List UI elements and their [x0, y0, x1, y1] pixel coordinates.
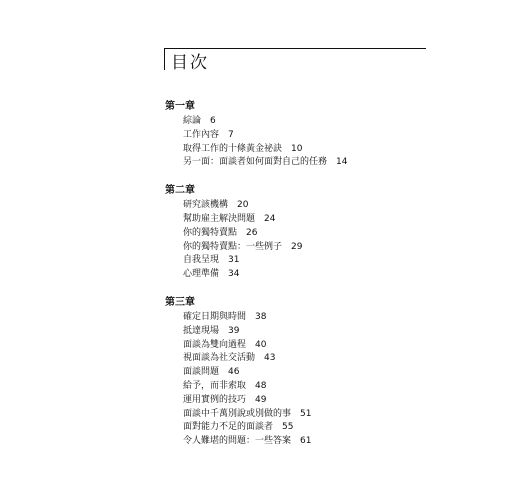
entry-page-number: 39: [228, 325, 240, 336]
entry-list: [165, 311, 465, 449]
chapter-section: [165, 184, 465, 282]
entry-title: 你的獨特賣點: [183, 227, 238, 238]
chapter-section: [165, 100, 465, 170]
toc-entry: [183, 339, 465, 353]
toc-entry: [183, 268, 465, 282]
entry-title: 工作內容: [183, 129, 220, 140]
entry-page-number: 55: [282, 422, 294, 433]
header-rule-tick: [164, 48, 165, 70]
toc-entry: [183, 254, 465, 268]
toc-entry: [183, 408, 465, 422]
toc-entry: [183, 156, 465, 170]
entry-page-number: 40: [255, 339, 267, 350]
entry-page-number: 51: [300, 408, 312, 419]
entry-title: 面對能力不足的面談者: [183, 422, 274, 433]
entry-page-number: 24: [264, 213, 276, 224]
toc-entry: [183, 143, 465, 157]
toc-entry: [183, 325, 465, 339]
page-title: 目次: [171, 53, 209, 73]
toc-entry: [183, 435, 465, 449]
toc-entry: [183, 115, 465, 129]
entry-page-number: 38: [255, 311, 267, 322]
toc-entry: [183, 352, 465, 366]
toc-entry: [183, 311, 465, 325]
entry-title: 綜論: [183, 116, 202, 126]
entry-page-number: 6: [210, 116, 216, 126]
entry-page-number: 43: [264, 353, 276, 364]
toc-entry: [183, 199, 465, 213]
toc-entry: [183, 366, 465, 380]
entry-page-number: 49: [255, 394, 267, 405]
chapter-title: 第一章: [165, 101, 195, 112]
entry-title: 研究該機構: [183, 200, 229, 211]
entry-page-number: 7: [228, 129, 234, 140]
toc-entry: [183, 241, 465, 255]
entry-list: [165, 199, 465, 282]
entry-page-number: 14: [336, 157, 348, 168]
entry-title: 另一面：面談者如何面對自己的任務: [183, 157, 328, 168]
entry-title: 面談問題: [183, 367, 220, 378]
entry-page-number: 31: [228, 255, 240, 266]
entry-page-number: 48: [255, 380, 267, 391]
entry-page-number: 20: [237, 200, 249, 211]
entry-page-number: 26: [246, 227, 258, 238]
entry-page-number: 29: [291, 241, 303, 252]
entry-page-number: 61: [300, 436, 312, 447]
entry-title: 面談為雙向過程: [183, 339, 247, 350]
entry-page-number: 10: [291, 143, 303, 154]
toc-entry: [183, 213, 465, 227]
entry-title: 幫助雇主解決問題: [183, 213, 256, 224]
entry-title: 你的獨特賣點：一些例子: [183, 241, 283, 252]
toc-entry: [183, 227, 465, 241]
toc-entry: [183, 380, 465, 394]
entry-title: 運用實例的技巧: [183, 394, 247, 405]
entry-title: 視面談為社交活動: [183, 353, 256, 364]
entry-page-number: 34: [228, 269, 240, 280]
entry-title: 取得工作的十條黃金祕訣: [183, 143, 283, 154]
entry-title: 自我呈現: [183, 255, 220, 266]
toc-entry: [183, 394, 465, 408]
toc-entry: [183, 129, 465, 143]
entry-title: 給予，而非索取: [183, 380, 247, 391]
chapter-title: 第三章: [165, 296, 195, 308]
entry-page-number: 46: [228, 367, 240, 378]
entry-title: 面談中千萬別說或別做的事: [183, 408, 292, 419]
entry-title: 令人難堪的問題：一些答案: [183, 436, 292, 447]
entry-title: 心理準備: [183, 269, 220, 280]
entry-title: 確定日期與時間: [183, 311, 247, 322]
entry-list: [165, 115, 465, 170]
chapter-title: 第二章: [165, 185, 195, 197]
entry-title: 抵達現場: [183, 325, 220, 336]
table-of-contents: [165, 100, 465, 463]
header-rule: [164, 48, 426, 49]
toc-entry: [183, 421, 465, 435]
chapter-section: [165, 296, 465, 449]
